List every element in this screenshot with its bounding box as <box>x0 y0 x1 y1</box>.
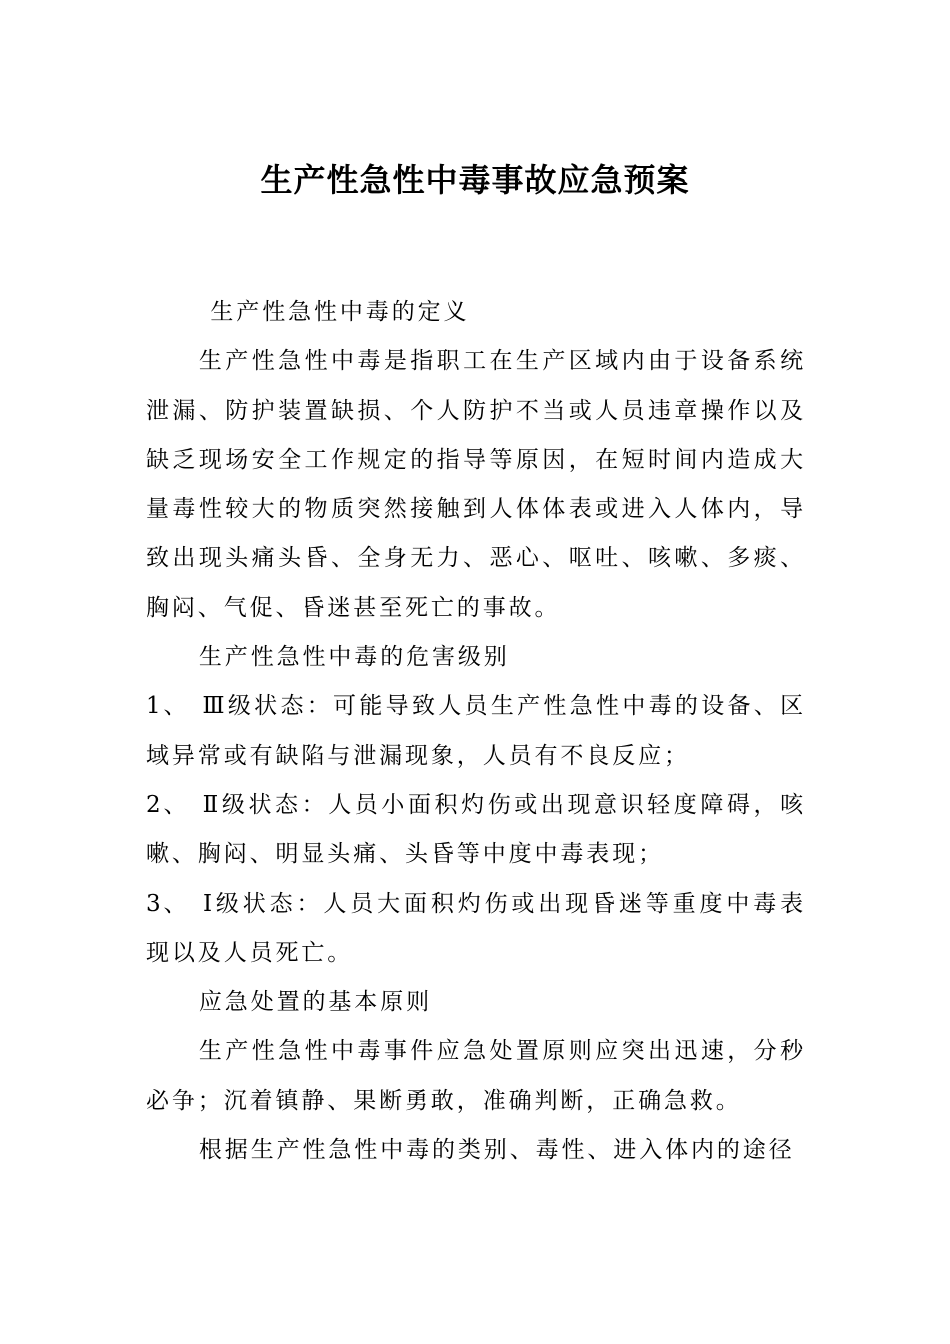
principles-paragraph: 生产性急性中毒事件应急处置原则应突出迅速，分秒必争；沉着镇静、果断勇敢，准确判断，正确急救。 <box>146 1038 806 1114</box>
closing-paragraph: 根据生产性急性中毒的类别、毒性、进入体内的途径 <box>198 1137 795 1164</box>
level-number: 3、 <box>146 890 190 917</box>
level-text: Ⅲ级状态：可能导致人员生产性急性中毒的设备、区域异常或有缺陷与泄漏现象，人员有不良反应； <box>146 693 806 769</box>
principles-heading: 应急处置的基本原则 <box>198 989 432 1016</box>
definition-paragraph: 生产性急性中毒是指职工在生产区域内由于设备系统泄漏、防护装置缺损、个人防护不当或人员违章操作以及缺乏现场安全工作规定的指导等原因，在短时间内造成大量毒性较大的物质突然接触到人体体表或进入人体内，导致出现头痛头昏、全身无力、恶心、呕吐、咳嗽、多痰、胸闷、气促、昏迷甚至死亡的事故。 <box>146 348 806 621</box>
document-body <box>146 288 806 1175</box>
definition-heading: 生产性急性中毒的定义 <box>210 299 470 325</box>
level-text: Ⅱ级状态：人员小面积灼伤或出现意识轻度障碍，咳嗽、胸闷、明显头痛、头昏等中度中毒表现； <box>146 791 806 868</box>
level-text: Ⅰ级状态：人员大面积灼伤或出现昏迷等重度中毒表现以及人员死亡。 <box>146 890 806 966</box>
level-item <box>146 682 806 781</box>
levels-heading: 生产性急性中毒的危害级别 <box>198 644 510 671</box>
level-item <box>146 781 806 880</box>
level-item <box>146 880 806 979</box>
level-number: 1、 <box>146 693 190 720</box>
level-number: 2、 <box>146 791 190 818</box>
document-title: 生产性急性中毒事故应急预案 <box>260 161 690 199</box>
